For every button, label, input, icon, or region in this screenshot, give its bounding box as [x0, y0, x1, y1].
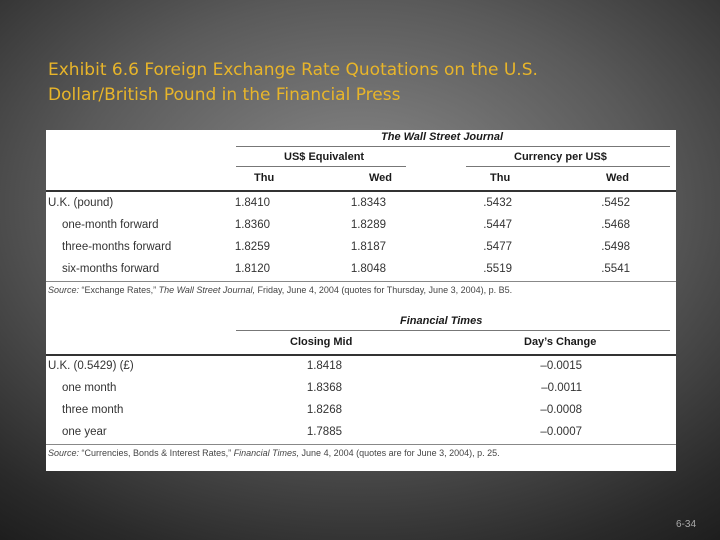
- ft-bottom-rule: [46, 444, 676, 445]
- page-number: 6-34: [675, 519, 696, 530]
- ft-cell-mid: 1.7885: [306, 426, 342, 438]
- ft-cell-change: –0.0015: [540, 360, 582, 372]
- wsj-source-note: Source: “Exchange Rates,” The Wall Street Journal, Friday, June 4, 2004 (quotes for Thursday, June 3, 2004), p. B5.: [48, 285, 513, 295]
- ft-row-label: one month: [62, 382, 117, 394]
- wsj-col-thu-2: Thu: [490, 172, 511, 184]
- wsj-col-thu-1: Thu: [254, 172, 275, 184]
- wsj-group2-rule: [466, 166, 670, 167]
- wsj-cell: .5498: [601, 241, 630, 253]
- wsj-cell: .5468: [601, 219, 630, 231]
- ft-row-label: three month: [62, 404, 124, 416]
- ft-top-rule: [236, 330, 670, 331]
- wsj-cell: 1.8343: [350, 197, 386, 209]
- wsj-cell: 1.8120: [234, 263, 270, 275]
- wsj-top-rule: [236, 146, 670, 147]
- wsj-cell: .5477: [483, 241, 512, 253]
- wsj-header-rule: [46, 190, 676, 192]
- slide-title-line-1: Exhibit 6.6 Foreign Exchange Rate Quotations on the U.S.: [48, 60, 538, 80]
- wsj-cell: 1.8187: [350, 241, 386, 253]
- wsj-row-label: one-month forward: [62, 219, 159, 231]
- wsj-cell: .5452: [601, 197, 630, 209]
- ft-cell-mid: 1.8268: [306, 404, 342, 416]
- wsj-cell: .5541: [601, 263, 630, 275]
- ft-cell-change: –0.0007: [540, 426, 582, 438]
- ft-header-rule: [46, 354, 676, 356]
- wsj-group-currency-per-usd: Currency per US$: [514, 151, 607, 163]
- wsj-bottom-rule: [46, 281, 676, 282]
- wsj-cell: 1.8410: [234, 197, 270, 209]
- wsj-group1-rule: [236, 166, 406, 167]
- ft-col-days-change: Day’s Change: [524, 336, 597, 348]
- ft-cell-change: –0.0008: [540, 404, 582, 416]
- wsj-row-label: three-months forward: [62, 241, 172, 253]
- wsj-row-label: U.K. (pound): [48, 197, 114, 209]
- wsj-cell: .5432: [483, 197, 512, 209]
- wsj-cell: .5519: [483, 263, 512, 275]
- ft-cell-mid: 1.8418: [306, 360, 342, 372]
- wsj-cell: 1.8360: [234, 219, 270, 231]
- ft-col-closing-mid: Closing Mid: [290, 336, 353, 348]
- wsj-row-label: six-months forward: [62, 263, 160, 275]
- wsj-col-wed-2: Wed: [606, 172, 630, 184]
- wsj-cell: .5447: [483, 219, 512, 231]
- ft-row-label: one year: [62, 426, 107, 438]
- wsj-col-wed-1: Wed: [369, 172, 393, 184]
- wsj-cell: 1.8259: [234, 241, 270, 253]
- slide-title: [48, 58, 688, 108]
- ft-cell-change: –0.0011: [541, 382, 582, 394]
- wsj-heading: The Wall Street Journal: [381, 131, 504, 143]
- ft-source-note: Source: “Currencies, Bonds & Interest Rates,” Financial Times, June 4, 2004 (quotes are for June 3, 2004), p. 25.: [48, 448, 500, 458]
- wsj-cell: 1.8048: [350, 263, 386, 275]
- ft-row-label: U.K. (0.5429) (£): [48, 360, 134, 372]
- slide-title-line-2: Dollar/British Pound in the Financial Press: [48, 85, 401, 105]
- ft-heading: Financial Times: [400, 315, 483, 327]
- ft-cell-mid: 1.8368: [306, 382, 342, 394]
- wsj-group-us-equivalent: US$ Equivalent: [284, 151, 365, 163]
- wsj-cell: 1.8289: [350, 219, 386, 231]
- exhibit-table-panel: [46, 130, 676, 471]
